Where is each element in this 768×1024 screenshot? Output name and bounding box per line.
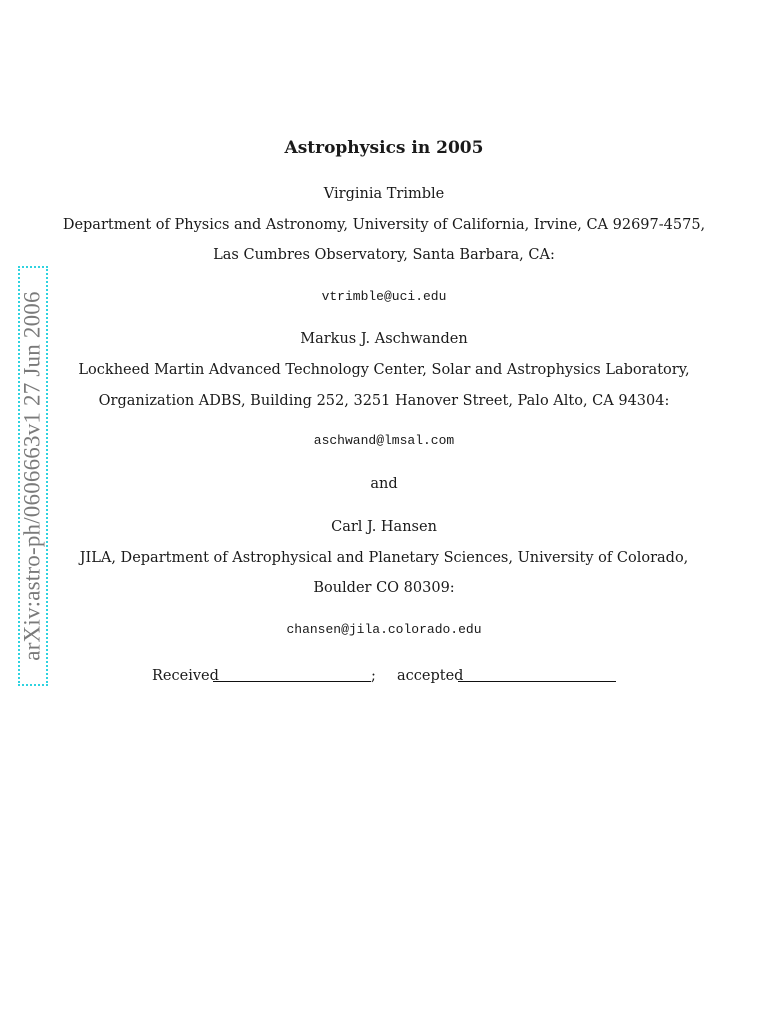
author-affiliation-line: Department of Physics and Astronomy, University of California, Irvine, CA 92697-4575, xyxy=(62,217,706,233)
author-affiliation-line: Las Cumbres Observatory, Santa Barbara, CA: xyxy=(213,247,555,263)
author-affiliation-line: Boulder CO 80309: xyxy=(313,580,455,596)
author-affiliation-line: Lockheed Martin Advanced Technology Center, Solar and Astrophysics Laboratory, xyxy=(78,362,690,378)
paper-title: Astrophysics in 2005 xyxy=(284,138,484,158)
received-label: Received xyxy=(152,668,219,684)
arxiv-identifier: arXiv:astro-ph/0606663v1 27 Jun 2006 xyxy=(20,291,46,661)
author-affiliation-line: JILA, Department of Astrophysical and Planetary Sciences, University of Colorado, xyxy=(79,550,689,566)
author-name: Carl J. Hansen xyxy=(331,519,437,535)
accepted-label: accepted xyxy=(397,668,464,684)
received-accepted-row xyxy=(0,668,768,690)
author-conjunction: and xyxy=(370,476,398,492)
received-date-blank xyxy=(213,681,371,682)
author-name: Markus J. Aschwanden xyxy=(300,331,468,347)
author-email: aschwand@lmsal.com xyxy=(313,433,455,448)
date-separator: ; xyxy=(371,668,376,684)
author-affiliation-line: Organization ADBS, Building 252, 3251 Hanover Street, Palo Alto, CA 94304: xyxy=(98,393,670,409)
author-name: Virginia Trimble xyxy=(323,186,445,202)
author-email: vtrimble@uci.edu xyxy=(321,289,447,304)
author-email: chansen@jila.colorado.edu xyxy=(286,622,482,637)
accepted-date-blank xyxy=(458,681,616,682)
